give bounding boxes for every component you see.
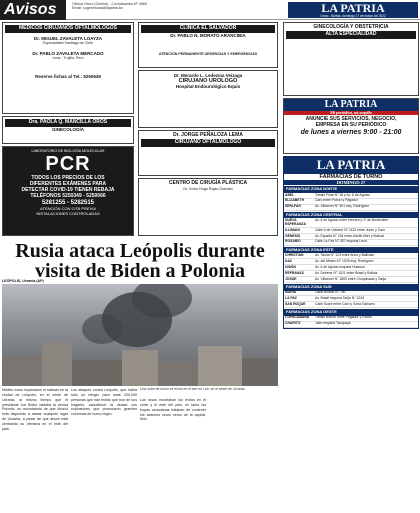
ad-big-text: PCR (45, 153, 91, 176)
doctor-name: Dr. PABLO ZAVALETA MERCADO (32, 51, 104, 57)
newspaper-tagline: Mi periódico, mi orgullo (284, 111, 418, 116)
pharmacy-row (284, 322, 418, 328)
ad-gynecology (2, 116, 134, 144)
pharmacy-name: NUEVA ESPERANZA (285, 217, 306, 226)
pharmacy-row (284, 302, 418, 308)
article-headline: Rusia ataca Leópolis durante visita de Biden a Polonia (15, 240, 265, 282)
pharmacy-name: SAN ROQUE (285, 301, 306, 306)
pharmacy-name: LA PAZ (285, 295, 297, 300)
section-title: Avisos (0, 0, 66, 20)
ad-ophthalmologists (2, 22, 134, 114)
ad-pcr-lab (2, 146, 134, 236)
article-body-col3: Los rusos mostraban los éxitos en el norte y el este del país, en tanto las tropas ucranianas trataban de contener los avances rusos cerca de la capital, Kiev. (140, 398, 206, 422)
doctor-specialty: CIRUJANO UROLOGO (178, 78, 238, 85)
pharmacy-address: Av. Villarroel N° 301 esq. Rodríguez (315, 204, 369, 209)
ad-line: DETECTAR COVID-19 TIENEN REBAJA (21, 186, 115, 193)
ads-column-3 (283, 22, 419, 329)
pharmacy-address: Calle 6 de Octubre N° 1132 entre Junín y Caro (315, 227, 386, 232)
pharmacy-row (284, 205, 418, 211)
newspaper-logo: LA PATRIA (284, 157, 418, 174)
pharmacy-row (284, 277, 418, 283)
pharmacy-name: ABEL (285, 192, 295, 197)
ad-line: DIFERENTES EXÁMENES PARA (29, 180, 107, 187)
pharmacy-address: Av. Tacna N° 123 entre Arica y Ballivián (315, 252, 375, 257)
ads-column-2 (138, 22, 278, 238)
ad-line: TODOS LOS PRECIOS DE LOS (31, 175, 105, 182)
hospital-name: Hospital Endourológico Equis (175, 84, 241, 90)
ads-column-1 (2, 22, 134, 238)
pharmacy-sections (284, 186, 418, 327)
office-info (72, 2, 272, 10)
pharmacy-name: CHRISTIAN (285, 252, 304, 257)
ad-advertise (283, 98, 419, 154)
pharmacy-address: Tomás Frías N° 45 y Av. 6 de Agosto (315, 192, 370, 197)
pharmacy-zone-header: FARMACIAS ZONA CENTRAL (284, 212, 418, 219)
newspaper-dateline: Oruro - Bolivia, domingo 27 de marzo de 2022 (320, 14, 386, 18)
ad-line: ANUNCIE SUS SERVICIOS, NEGOCIO, (305, 116, 397, 123)
pharmacy-address: Av. Dehene N° 1021 entre Brasil y Bolivia (315, 270, 378, 275)
ad-title: CENTRO DE CIRUGÍA PLÁSTICA (168, 180, 248, 186)
pharmacy-name: UNIÓN (285, 264, 296, 269)
pharmacy-name: DAZ (285, 258, 292, 263)
ad-gynecology-obstetrics (283, 22, 419, 96)
ad-title: LABORATORIO DE BIOLOGÍA MOLECULAR (31, 149, 105, 153)
ad-ophthalmologist-2 (138, 130, 278, 176)
article-body-col2: Los ataques contra Leópolis, que había sido un refugio para unas 200.000 personas que han tenido que huir de sus hogares, sacudieron la ciudad con explosiones que provocaron grandes columnas de humo negro. (71, 388, 137, 417)
pharmacy-name: COPACABANA (285, 315, 310, 320)
pharmacy-address: Jaén esquina Tacopaya (315, 321, 351, 326)
doctor-name: Dr. MIGUEL ZAVALETA LOAYZA (33, 35, 103, 41)
ad-title: Dra. PAOLA Q. MANCILLA OROS (5, 119, 131, 127)
pharmacy-address: Calle Bolívar N° 780 (315, 290, 346, 295)
pharmacy-name: ELIZABETH (285, 198, 305, 203)
doctor-specialty: Especialidad Santiago de Chile (43, 40, 93, 45)
pharmacy-address: Caro entre Potosí y Pagador (315, 198, 358, 203)
ad-phone: Reserve fichas al Tel.: 5250649 (35, 74, 101, 80)
ad-title: GINECOLOGÍA Y OBSTETRICIA (313, 24, 389, 30)
pharmacy-zone-header: FARMACIAS ZONA NORTE (284, 186, 418, 193)
article-byline: LEÓPOLIS, Ucrania (AP) (2, 279, 44, 283)
doctor-specialty: Lima - Trujillo, Perú (52, 56, 84, 61)
pharmacy-address: Av. España N° 234 entre Adolfo Mier y Bolívar (315, 233, 385, 238)
pharmacy-address: Av. Villarroel N° 1800 entre Chuquisaca y Tarija (315, 276, 387, 281)
ad-tag: ATENCIÓN CON CITA PREVIA (40, 206, 96, 212)
pharmacy-name: ILLIMANI (285, 227, 300, 232)
doctor-specialty: CIRUJANO OFTALMÓLOGO (141, 139, 275, 147)
pharmacy-date: DOMINGO 27 (284, 180, 418, 185)
pharmacy-name: JOSUE (285, 276, 297, 281)
ad-phone: 5281255 - 5282515 (41, 200, 95, 207)
doctor-name: Dr. Víctor Hugo Rojas Guzmán (183, 186, 233, 191)
pharmacy-address: Tomas Barrón entre Pagador y Potosí (315, 315, 372, 320)
newspaper-logo: LA PATRIA (284, 99, 418, 111)
pharmacy-address: Av. 6 de Agosto esquina Huanuni (315, 264, 365, 269)
article-body-col1: Misiles rusos impactaron el sábado en la ciudad de Leópolis, en el oeste de Ucrania, al mismo tiempo que el presidente Joe Biden visitaba la vecina Polonia, un recordatorio de que Moscú está dispuesto a atacar cualquier lugar de Ucrania, a pesar de que ahora está centrando su ofensiva en el este del país. (2, 388, 68, 431)
pharmacy-zone-header: FARMACIAS ZONA ESTE (284, 247, 418, 254)
photo-caption: Una nube de humo se eleva en el aire en Lviv, en el oeste de Ucrania. (140, 387, 246, 391)
doctor-name: Dr. PABLO N. MORATO ARANCIBIA (170, 32, 246, 38)
ad-hours: de lunes a viernes 9:00 - 21:00 (300, 128, 402, 136)
page-header (0, 0, 420, 20)
office-email: Email: sugerencias@lapatria.bo (72, 6, 123, 11)
pharmacy-name: ROSARIO (285, 239, 301, 244)
pharmacy-address: Calle La Paz N° 457 esquina León (315, 239, 367, 244)
pharmacy-address: Av. del Minero N° 1025 esq. Rodríguez (315, 258, 374, 263)
ad-subtitle: GINECOLOGÍA (51, 126, 84, 132)
ad-phone: TELÉFONOS 5250349 - 5250066 (30, 193, 106, 200)
pharmacy-title: FARMACIAS DE TURNO (319, 173, 383, 180)
newspaper-logo: LA PATRIA (288, 2, 418, 18)
ad-footer: INSTALACIONES CONTROLADAS (36, 210, 100, 216)
article-photo (2, 284, 278, 386)
doctor-name: Dr. Merardo L. Ledezma Veizaga (173, 73, 243, 78)
pharmacy-name: GÉNESIS (285, 233, 301, 238)
pharmacy-name: REFRANAS (285, 270, 304, 275)
pharmacy-name: CHARITO (285, 321, 301, 326)
ad-urologist (138, 70, 278, 128)
pharmacy-listing (283, 156, 419, 329)
pharmacy-name: SERI-FAR (285, 204, 301, 209)
pharmacy-zone-header: FARMACIAS ZONA OESTE (284, 309, 418, 316)
ad-subtitle: ALTA ESPECIALIDAD (286, 31, 416, 39)
ad-title: MÉDICOS CIRUJANOS OFTALMÓLOGOS (5, 25, 131, 33)
ad-plastic-surgery (138, 178, 278, 236)
pharmacy-address: Av. Brasil esquina Tarija N° 1243 (315, 295, 365, 300)
doctor-name: Dr. JORGE PEÑALOZA LEMA (173, 132, 243, 138)
office-line: Oficina Oruro (Central) - Cochabamba Nº 4660 (72, 2, 147, 6)
pharmacy-row (284, 218, 418, 228)
pharmacy-name: MARIA (285, 290, 297, 295)
pharmacy-address: Calle Sucre entre Caro y Soria Galvarro (315, 301, 375, 306)
pharmacy-zone-header: FARMACIAS ZONA SUD (284, 284, 418, 291)
ad-clinic (138, 22, 278, 68)
pharmacy-address: Av. 6 de Agosto entre Herrera y 1º de Noviembre (315, 217, 389, 222)
ad-line: ATENCIÓN PERMANENTE URGENCIAS Y EMERGENCIAS (158, 51, 258, 56)
ad-title: CLÍNICA EL SALVADOR (141, 25, 275, 33)
ad-line: EMPRESA EN SU PERIÓDICO (315, 121, 387, 128)
pharmacy-row (284, 240, 418, 246)
